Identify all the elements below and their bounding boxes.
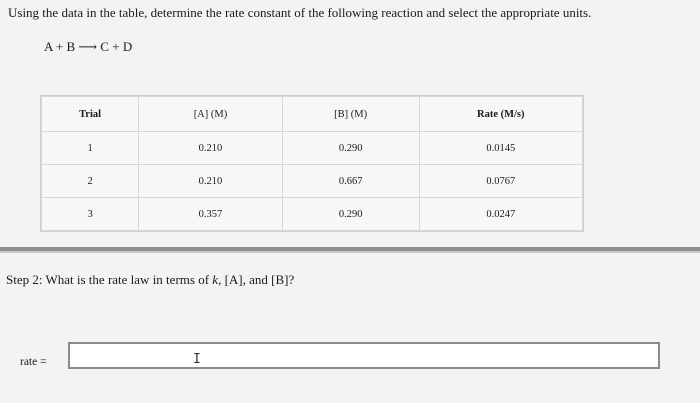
cell-rate: 0.0247: [419, 198, 583, 231]
rate-label: rate =: [20, 356, 47, 368]
cell-concentration-a: 0.357: [139, 198, 283, 231]
data-table: [41, 96, 583, 231]
table-row: [42, 132, 583, 165]
cell-concentration-a: 0.210: [139, 132, 283, 165]
cell-rate: 0.0767: [419, 165, 583, 198]
cell-concentration-b: 0.667: [282, 165, 419, 198]
section-divider-shadow: [0, 251, 700, 253]
header-concentration-a: [A] (M): [139, 97, 283, 132]
header-trial: Trial: [42, 97, 139, 132]
text-cursor-icon: I: [193, 352, 201, 367]
data-table-container: [40, 95, 584, 232]
header-rate: Rate (M/s): [419, 97, 583, 132]
table-header-row: [42, 97, 583, 132]
cell-trial: 2: [42, 165, 139, 198]
reaction-equation: A + B ⟶ C + D: [44, 39, 133, 54]
rate-constant-symbol: k: [212, 272, 219, 287]
table-row: [42, 165, 583, 198]
cell-rate: 0.0145: [419, 132, 583, 165]
step-2-prefix: Step 2: What is the rate law in terms of: [6, 272, 213, 287]
cell-concentration-b: 0.290: [282, 132, 419, 165]
cell-concentration-b: 0.290: [282, 198, 419, 231]
cell-concentration-a: 0.210: [139, 165, 283, 198]
step-2-suffix: , [A], and [B]?: [218, 272, 295, 287]
rate-law-input[interactable]: [68, 342, 660, 369]
cell-trial: 1: [42, 132, 139, 165]
header-concentration-b: [B] (M): [282, 97, 419, 132]
step-2-question: [6, 272, 294, 288]
question-text: Using the data in the table, determine the rate constant of the following reaction and select the appropriate units.: [8, 5, 592, 20]
table-row: [42, 198, 583, 231]
cell-trial: 3: [42, 198, 139, 231]
